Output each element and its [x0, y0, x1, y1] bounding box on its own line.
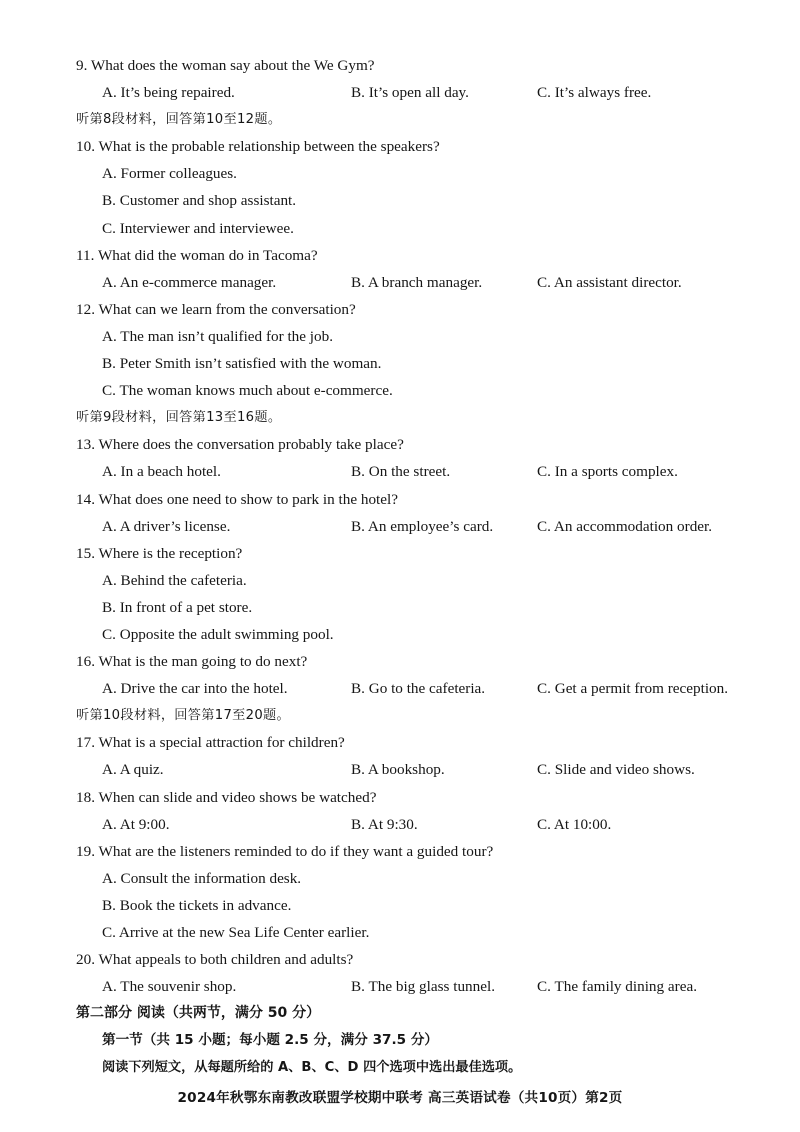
question-stem: [0, 946, 800, 973]
question-number: 16.: [76, 653, 95, 671]
answer-option: B. At 9:30.: [351, 815, 418, 833]
question-stem: [0, 133, 800, 160]
answer-option: B. It’s open all day.: [351, 84, 469, 102]
listening-questions: [0, 52, 800, 1082]
question-text: What is a special attraction for children?: [98, 734, 345, 752]
part-two-title: 第二部分 阅读（共两节，满分 50 分）: [76, 1005, 321, 1022]
answer-option: A. The souvenir shop.: [102, 978, 237, 996]
question-text: Where is the reception?: [98, 544, 243, 562]
answer-option: B. The big glass tunnel.: [351, 978, 495, 996]
question-number: 11.: [76, 246, 95, 264]
answer-option: C. In a sports complex.: [537, 463, 678, 481]
page-footer: 2024年秋鄂东南教改联盟学校期中联考 高三英语试卷（共10页）第2页: [177, 1090, 623, 1106]
answer-option: C. An assistant director.: [537, 273, 682, 291]
question-text: What are the listeners reminded to do if they want a guided tour?: [98, 842, 494, 860]
answer-option: A. In a beach hotel.: [102, 463, 221, 481]
answer-option: B. Book the tickets in advance.: [102, 896, 292, 914]
option-row: [0, 811, 800, 838]
answer-option: B. An employee’s card.: [351, 517, 494, 535]
answer-option: B. Go to the cafeteria.: [351, 680, 486, 698]
question-text: What does the woman say about the We Gym?: [90, 57, 375, 74]
answer-option: A. Consult the information desk.: [102, 869, 302, 887]
question-number: 19.: [76, 842, 95, 860]
answer-option: C. An accommodation order.: [537, 517, 713, 535]
answer-option: B. A branch manager.: [351, 273, 483, 291]
option-row: [0, 675, 800, 702]
option-row: [0, 269, 800, 296]
question-text: When can slide and video shows be watched?: [98, 788, 377, 806]
answer-option: A. Behind the cafeteria.: [102, 571, 247, 589]
question-stem: [0, 242, 800, 269]
question-text: What appeals to both children and adults?: [98, 951, 354, 969]
answer-option: A. It’s being repaired.: [102, 84, 235, 102]
listening-instruction: 听第10段材料，回答第17至20题。: [76, 708, 290, 724]
answer-option: C. Arrive at the new Sea Life Center earlier.: [102, 924, 370, 941]
question-text: What can we learn from the conversation?: [98, 300, 356, 318]
answer-option: A. At 9:00.: [102, 815, 170, 833]
answer-option: C. Interviewer and interviewee.: [102, 219, 294, 237]
option-row: [0, 756, 800, 783]
answer-option: C. Get a permit from reception.: [537, 680, 729, 698]
question-text: Where does the conversation probably take place?: [98, 436, 404, 454]
option-row: [0, 458, 800, 485]
question-text: What is the probable relationship between the speakers?: [98, 138, 440, 156]
listening-instruction: 听第8段材料，回答第10至12题。: [76, 112, 282, 128]
question-number: 10.: [76, 138, 95, 156]
question-stem: [0, 648, 800, 675]
answer-option: C. The family dining area.: [537, 978, 697, 996]
question-stem: [0, 431, 800, 458]
question-number: 20.: [76, 951, 95, 969]
option-row: [0, 513, 800, 540]
answer-option: A. A quiz.: [102, 761, 164, 779]
question-text: What did the woman do in Tacoma?: [97, 246, 318, 264]
answer-option: C. Opposite the adult swimming pool.: [102, 625, 334, 643]
option-row: [0, 973, 800, 1000]
answer-option: C. The woman knows much about e-commerce.: [102, 382, 393, 400]
question-number: 13.: [76, 436, 95, 454]
answer-option: A. Former colleagues.: [102, 165, 237, 183]
answer-option: B. A bookshop.: [351, 761, 445, 779]
answer-option: B. In front of a pet store.: [102, 598, 253, 616]
question-number: 18.: [76, 788, 95, 806]
answer-option: B. Customer and shop assistant.: [102, 192, 297, 210]
answer-option: A. The man isn’t qualified for the job.: [102, 327, 334, 345]
question-stem: [0, 729, 800, 756]
question-text: What does one need to show to park in the hotel?: [98, 490, 398, 508]
question-number: 15.: [76, 544, 95, 562]
reading-instructions: 阅读下列短文，从每题所给的 A、B、C、D 四个选项中选出最佳选项。: [102, 1060, 522, 1076]
question-number: 14.: [76, 490, 95, 508]
question-stem: [0, 296, 800, 323]
answer-option: B. On the street.: [351, 463, 451, 481]
question-stem: [0, 486, 800, 513]
answer-option: A. An e-commerce manager.: [102, 273, 277, 291]
question-stem: [0, 52, 800, 79]
answer-option: C. At 10:00.: [537, 815, 612, 833]
answer-option: B. Peter Smith isn’t satisfied with the woman.: [102, 355, 382, 373]
answer-option: A. A driver’s license.: [102, 517, 231, 535]
question-number: 12.: [76, 300, 95, 318]
listening-instruction: 听第9段材料，回答第13至16题。: [76, 410, 282, 426]
question-stem: [0, 838, 800, 865]
answer-option: C. Slide and video shows.: [537, 761, 695, 779]
answer-option: A. Drive the car into the hotel.: [102, 680, 288, 698]
question-stem: [0, 540, 800, 567]
question-text: What is the man going to do next?: [98, 653, 308, 671]
question-number: 17.: [76, 734, 95, 752]
section-one-title: 第一节（共 15 小题；每小题 2.5 分，满分 37.5 分）: [102, 1032, 439, 1049]
answer-option: C. It’s always free.: [537, 84, 652, 102]
question-stem: [0, 784, 800, 811]
option-row: [0, 79, 800, 106]
question-number: 9.: [76, 57, 88, 74]
